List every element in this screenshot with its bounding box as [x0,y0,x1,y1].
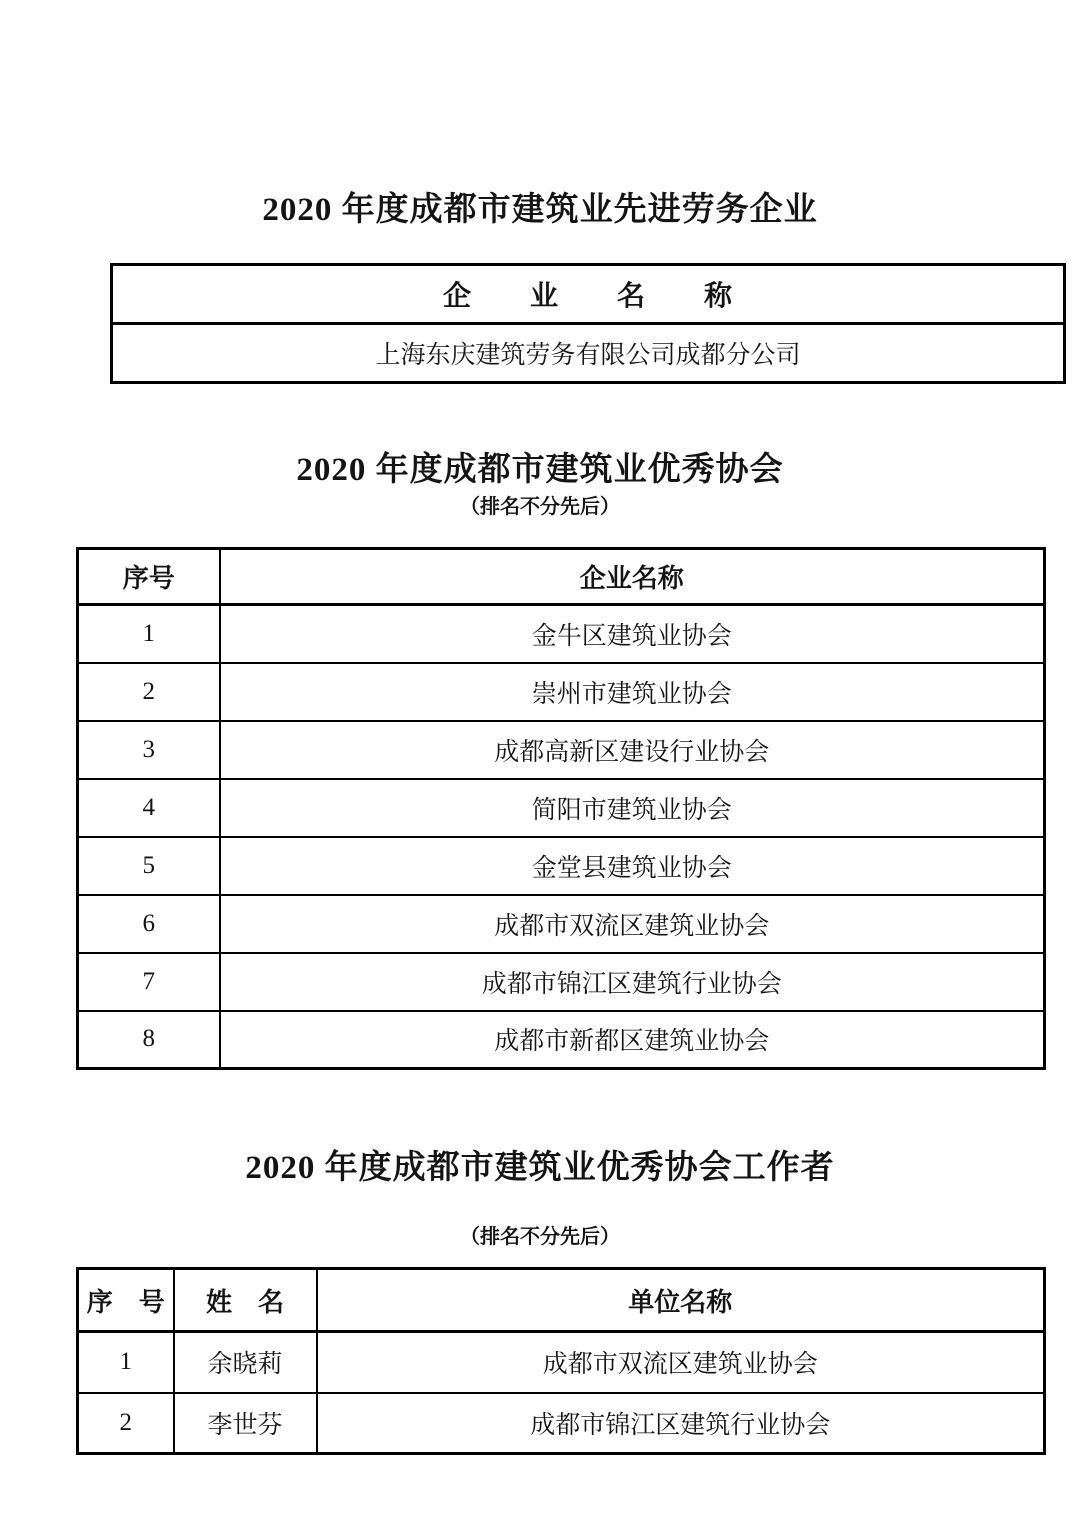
excellent-workers-table [76,1267,1046,1455]
section-title-advanced-labor-enterprises: 2020 年度成都市建筑业先进劳务企业 [262,192,818,228]
association-name-cell: 成都市新都区建筑业协会 [220,1011,1045,1069]
serial-number-cell: 1 [78,605,220,663]
serial-number-cell: 2 [78,1393,174,1454]
table-row [78,837,1045,895]
serial-number-cell: 4 [78,779,220,837]
association-name-cell: 成都高新区建设行业协会 [220,721,1045,779]
section-subtitle-ranking-note: （排名不分先后） [460,1226,620,1248]
serial-number-cell: 3 [78,721,220,779]
serial-number-cell: 6 [78,895,220,953]
association-name-cell: 金堂县建筑业协会 [220,837,1045,895]
table-row [78,953,1045,1011]
association-name-cell: 简阳市建筑业协会 [220,779,1045,837]
serial-number-header: 序号 [78,549,220,605]
section-title-excellent-association-workers: 2020 年度成都市建筑业优秀协会工作者 [245,1150,835,1186]
table-header-row [112,265,1065,324]
serial-number-cell: 8 [78,1011,220,1069]
association-name-cell: 崇州市建筑业协会 [220,663,1045,721]
person-name-cell: 李世芬 [174,1393,317,1454]
organization-name-cell: 成都市双流区建筑业协会 [317,1332,1045,1393]
person-name-header: 姓 名 [174,1269,317,1332]
serial-number-cell: 5 [78,837,220,895]
person-name-cell: 余晓莉 [174,1332,317,1393]
table-header-row [78,1269,1045,1332]
table-row [112,324,1065,383]
enterprise-name-header: 企业名称 [220,549,1045,605]
table-row [78,1011,1045,1069]
enterprise-name-header: 企 业 名 称 [112,265,1065,324]
serial-number-cell: 1 [78,1332,174,1393]
table-row [78,1393,1045,1454]
table-row [78,663,1045,721]
section-subtitle-ranking-note: （排名不分先后） [460,496,620,518]
table-header-row [78,549,1045,605]
table-row [78,605,1045,663]
table-row [78,1332,1045,1393]
association-name-cell: 金牛区建筑业协会 [220,605,1045,663]
organization-name-header: 单位名称 [317,1269,1045,1332]
organization-name-cell: 成都市锦江区建筑行业协会 [317,1393,1045,1454]
table-row [78,895,1045,953]
serial-number-cell: 7 [78,953,220,1011]
excellent-associations-table [76,547,1046,1070]
table-row [78,779,1045,837]
advanced-labor-enterprises-table [110,263,1066,384]
table-row [78,721,1045,779]
association-name-cell: 成都市锦江区建筑行业协会 [220,953,1045,1011]
serial-number-header: 序 号 [78,1269,174,1332]
association-name-cell: 成都市双流区建筑业协会 [220,895,1045,953]
serial-number-cell: 2 [78,663,220,721]
enterprise-name-cell: 上海东庆建筑劳务有限公司成都分公司 [112,324,1065,383]
section-title-excellent-associations: 2020 年度成都市建筑业优秀协会 [296,452,784,488]
